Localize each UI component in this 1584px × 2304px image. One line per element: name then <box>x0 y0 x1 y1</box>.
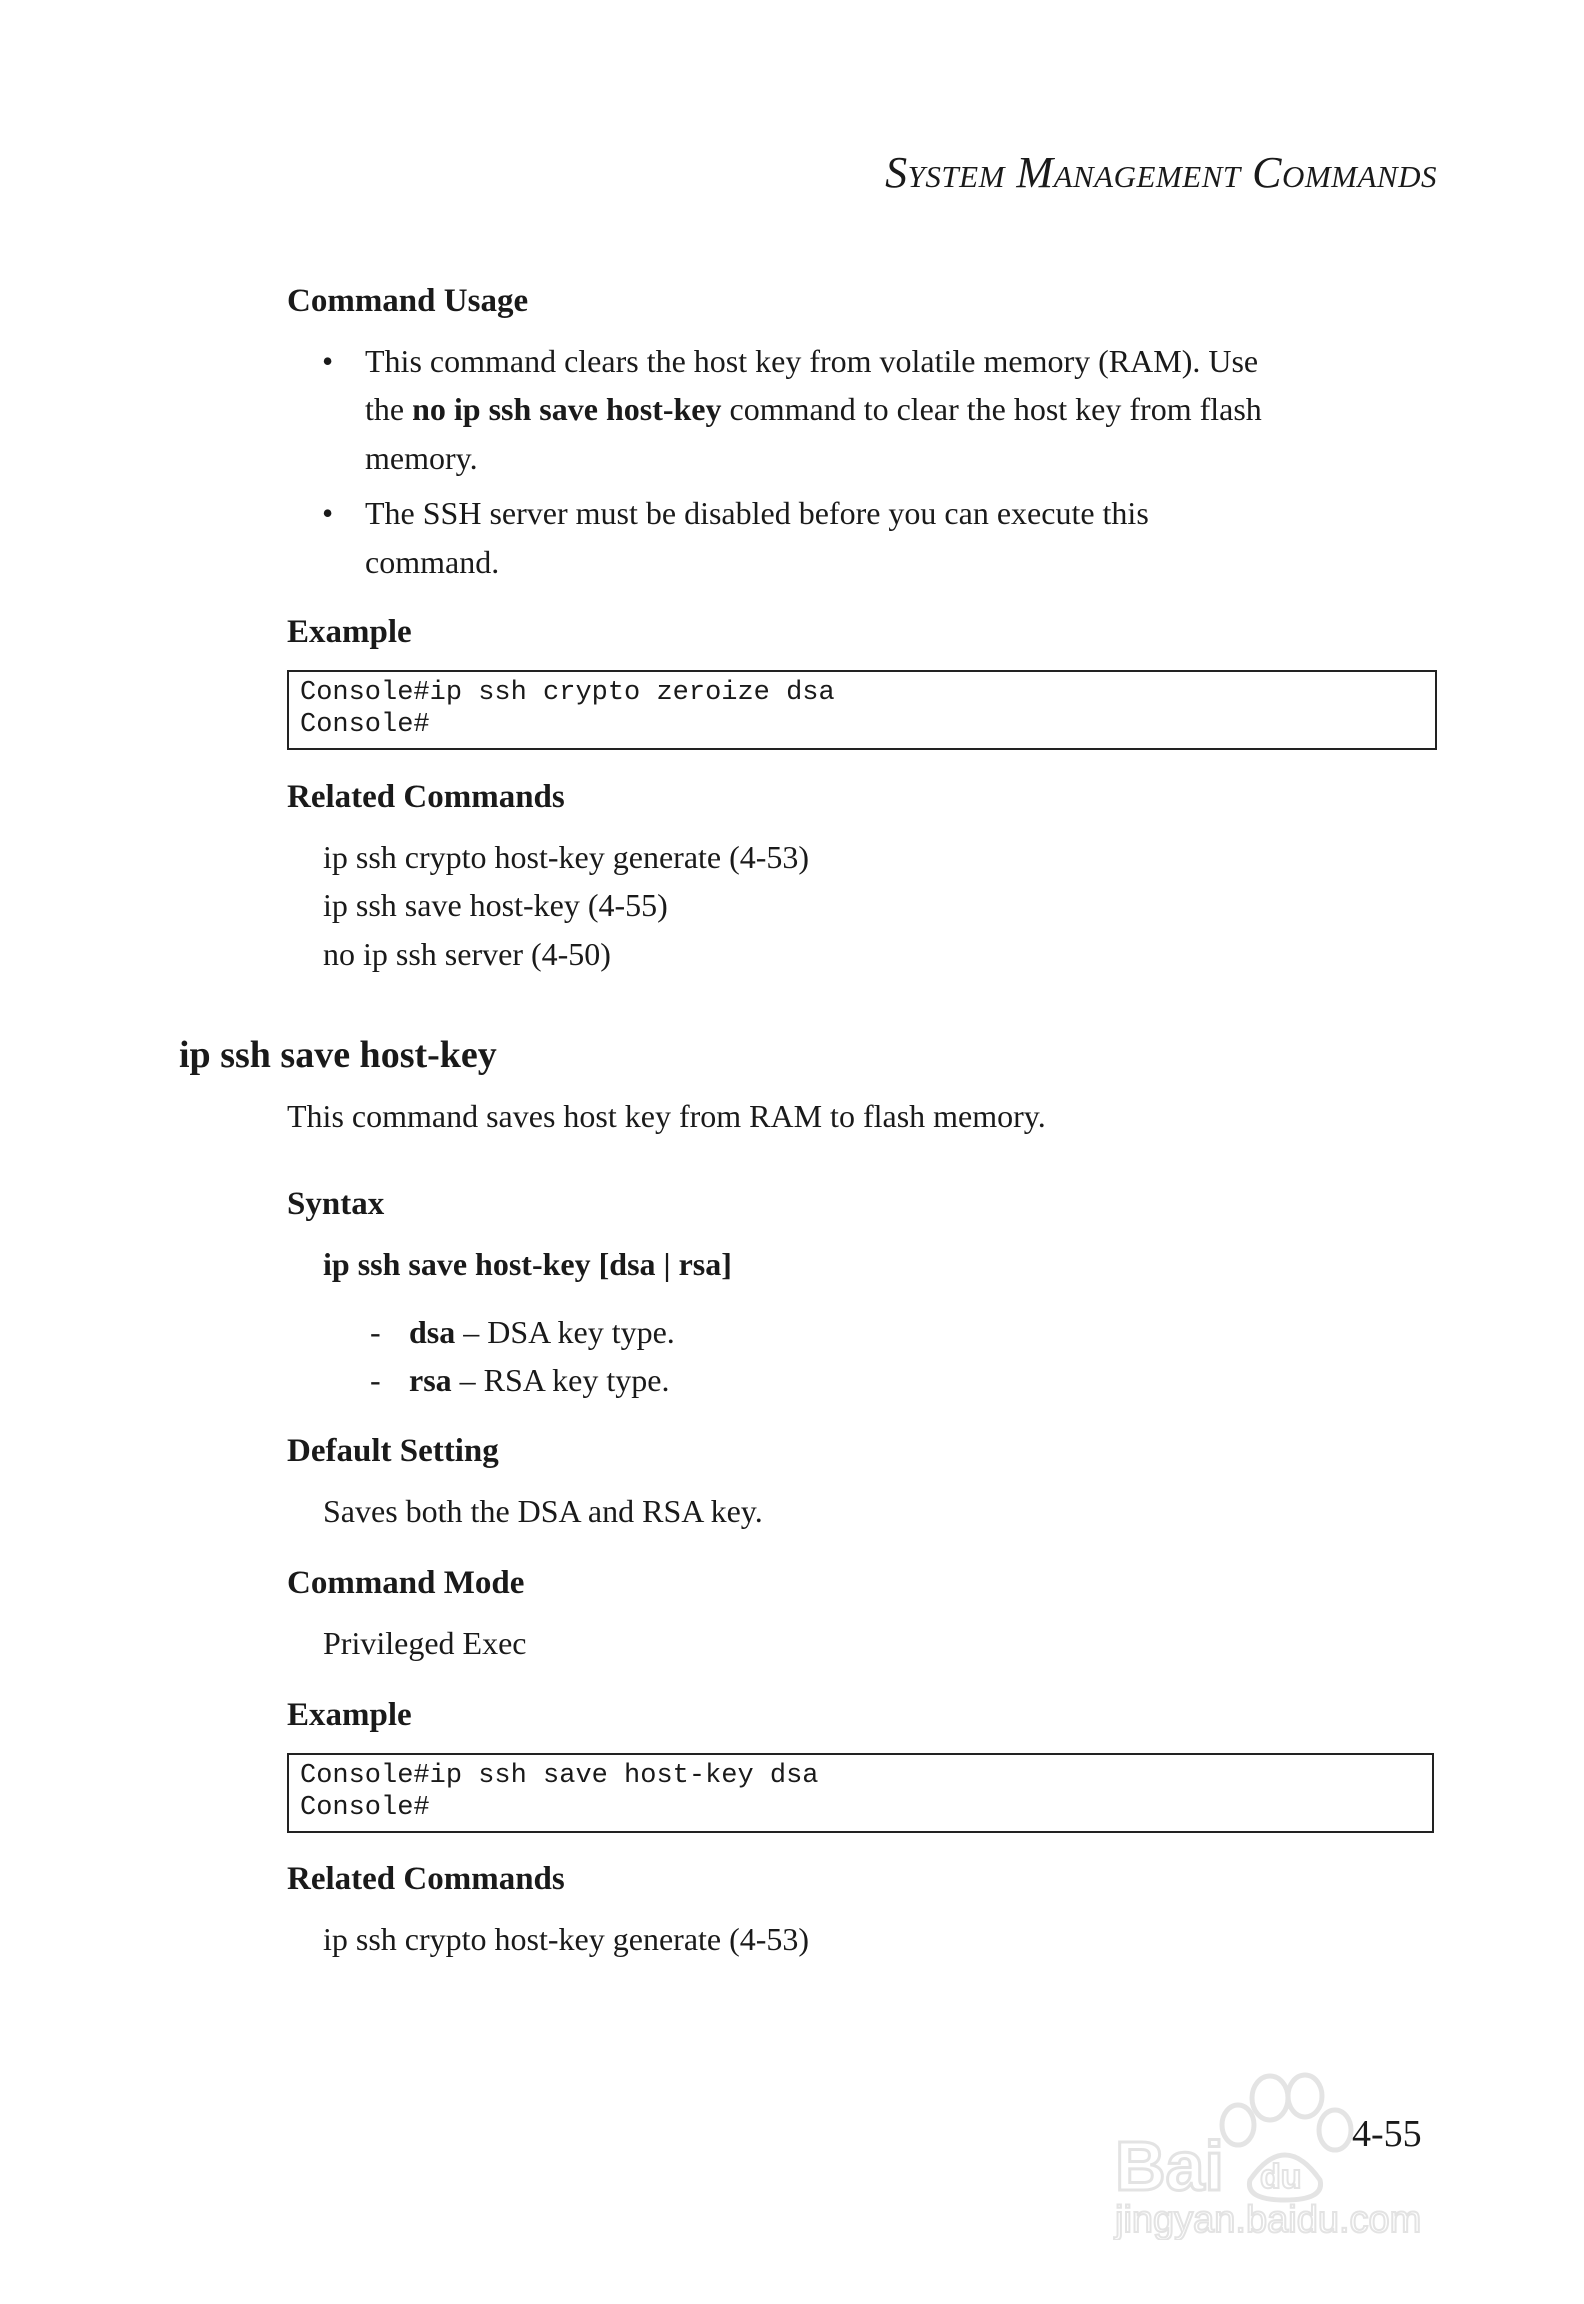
syntax-line: ip ssh save host-key [dsa | rsa] <box>323 1246 732 1282</box>
bullet-icon: • <box>322 495 334 531</box>
svg-text:Bai: Bai <box>1115 2127 1224 2205</box>
running-header: System Management Commands <box>885 148 1437 197</box>
syntax-heading: Syntax <box>287 1186 385 1222</box>
bullet-text: command. <box>365 544 500 580</box>
related-command: ip ssh save host-key (4-55) <box>323 887 668 923</box>
related-command: ip ssh crypto host-key generate (4-53) <box>323 1921 810 1957</box>
related-command: no ip ssh server (4-50) <box>323 936 611 972</box>
svg-text:du: du <box>1260 2158 1302 2196</box>
command-mode-heading: Command Mode <box>287 1565 525 1601</box>
page-number: 4-55 <box>1352 2113 1422 2155</box>
param-dash: - <box>370 1314 381 1350</box>
bullet-text: This command clears the host key from volatile memory (RAM). Use <box>365 343 1259 379</box>
default-setting-heading: Default Setting <box>287 1433 499 1469</box>
param-dsa: dsa – DSA key type. <box>409 1314 675 1350</box>
bullet-text: The SSH server must be disabled before you can execute this <box>365 495 1149 531</box>
code-line: Console# <box>300 710 430 740</box>
baidu-watermark-logo <box>1110 2060 1500 2240</box>
command-mode-text: Privileged Exec <box>323 1625 527 1661</box>
related-commands-heading: Related Commands <box>287 779 565 815</box>
example-heading: Example <box>287 614 412 650</box>
code-line: Console# <box>300 1793 430 1823</box>
code-line: Console#ip ssh crypto zeroize dsa <box>300 678 835 708</box>
param-rsa: rsa – RSA key type. <box>409 1362 670 1398</box>
section-title: ip ssh save host-key <box>179 1034 497 1076</box>
param-dash: - <box>370 1362 381 1398</box>
code-line: Console#ip ssh save host-key dsa <box>300 1761 819 1791</box>
example-heading: Example <box>287 1697 412 1733</box>
command-usage-heading: Command Usage <box>287 283 529 319</box>
example-code-box <box>287 1753 1434 1833</box>
related-command: ip ssh crypto host-key generate (4-53) <box>323 839 810 875</box>
default-setting-text: Saves both the DSA and RSA key. <box>323 1493 763 1529</box>
example-code-box <box>287 670 1437 750</box>
bullet-text: memory. <box>365 440 478 476</box>
command-name: no ip ssh save host-key <box>412 391 722 427</box>
bullet-text: the no ip ssh save host-key command to clear the host key from flash <box>365 391 1262 427</box>
bullet-icon: • <box>322 343 334 379</box>
section-description: This command saves host key from RAM to flash memory. <box>287 1098 1046 1134</box>
related-commands-heading: Related Commands <box>287 1861 565 1897</box>
svg-text:jingyan.baidu.com: jingyan.baidu.com <box>1115 2199 1422 2240</box>
